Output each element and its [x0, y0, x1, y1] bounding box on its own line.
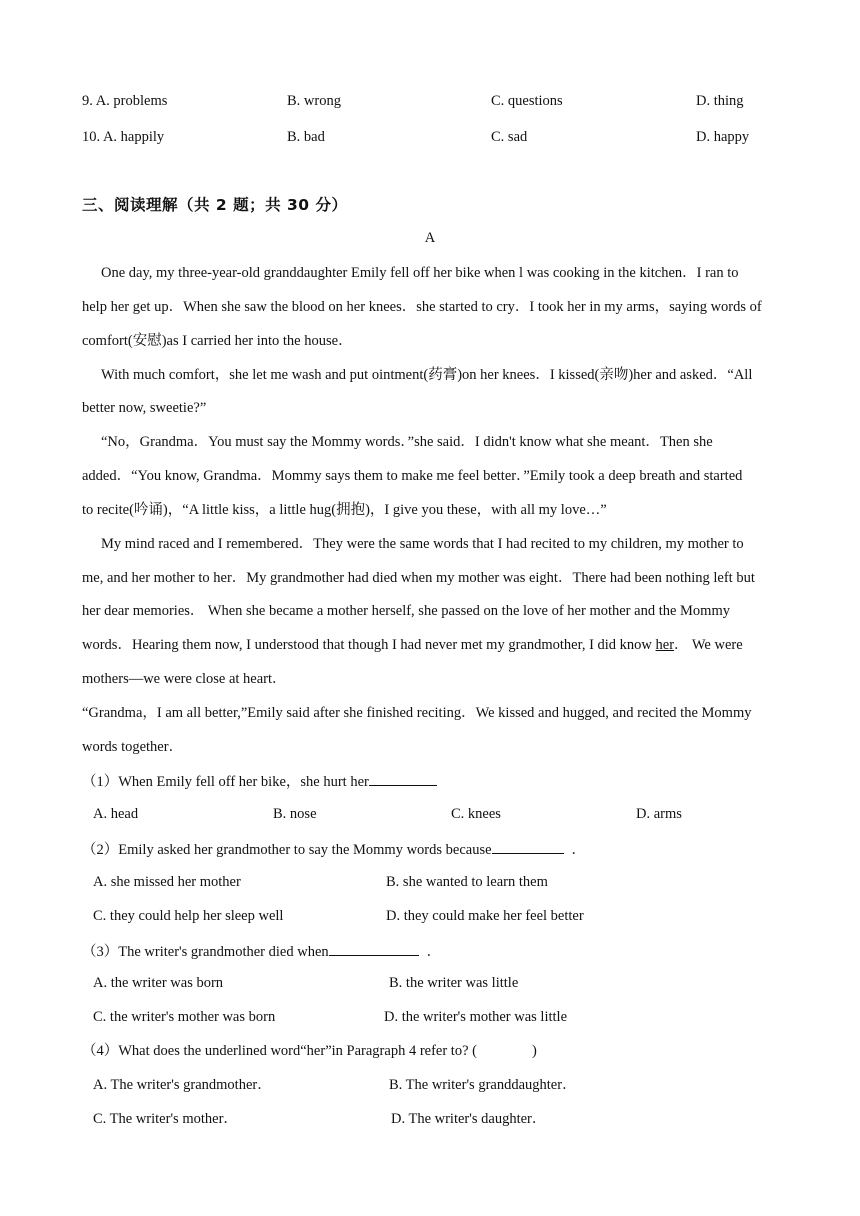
- option-9-b: B. wrong: [287, 93, 341, 109]
- option-10-c: C. sad: [491, 129, 528, 145]
- option-d: D. arms: [636, 806, 682, 822]
- passage-line: mothers—we were close at heart．: [82, 671, 287, 687]
- option-10-a: 10. A. happily: [82, 129, 165, 145]
- answer-blank[interactable]: [369, 770, 437, 786]
- passage-line: My mind raced and I remembered．They were the same words that I had recited to my children, my mother to: [101, 536, 744, 552]
- option-9-a: 9. A. problems: [82, 93, 168, 109]
- option-d: D. the writer's mother was little: [384, 1009, 568, 1025]
- option-b: B. she wanted to learn them: [386, 874, 548, 890]
- passage-line: words．Hearing them now, I understood that though I had never met my grandmother, I did know her． We were: [82, 637, 743, 653]
- option-d: D. The writer's daughter．: [391, 1111, 547, 1127]
- option-9-c: C. questions: [491, 93, 563, 109]
- option-d: D. they could make her feel better: [386, 908, 584, 924]
- option-10-d: D. happy: [696, 129, 750, 145]
- question-stem: （3）The writer's grandmother died when ．: [82, 940, 441, 962]
- option-c: C. the writer's mother was born: [93, 1009, 276, 1025]
- passage-line: me, and her mother to her．My grandmother had died when my mother was eight．There had been nothing left but: [82, 570, 755, 586]
- question-stem: （1）When Emily fell off her bike，she hurt her: [82, 770, 437, 792]
- passage-label: A: [424, 230, 436, 246]
- option-c: C. knees: [451, 806, 501, 822]
- passage-line: One day, my three-year-old granddaughter Emily fell off her bike when l was cooking in the kitchen．I ran to: [101, 265, 739, 281]
- section-heading: 三、阅读理解（共 2 题；共 30 分）: [82, 196, 348, 214]
- option-a: A. head: [93, 806, 139, 822]
- passage-line: added．“You know, Grandma．Mommy says them to make me feel better．”Emily took a deep breath and started: [82, 468, 743, 484]
- question-stem: （2）Emily asked her grandmother to say the Mommy words because ．: [82, 838, 586, 860]
- underlined-word-her: her: [655, 637, 675, 653]
- passage-line: to recite(吟诵)，“A little kiss，a little hug(拥抱)，I give you these，with all my love…”: [82, 502, 607, 518]
- option-b: B. the writer was little: [389, 975, 519, 991]
- option-c: C. they could help her sleep well: [93, 908, 284, 924]
- option-a: A. the writer was born: [93, 975, 224, 991]
- passage-line: her dear memories． When she became a mother herself, she passed on the love of her mother and the Mommy: [82, 603, 730, 619]
- passage-line: words together．: [82, 739, 184, 755]
- passage-line: “No，Grandma．You must say the Mommy words．”she said．I didn't know what she meant．Then she: [101, 434, 713, 450]
- passage-line: help her get up．When she saw the blood on her knees．she started to cry．I took her in my arms，saying words of: [82, 299, 762, 315]
- question-stem: （4）What does the underlined word“her”in Paragraph 4 refer to? ( ): [82, 1043, 537, 1059]
- option-b: B. The writer's granddaughter．: [389, 1077, 577, 1093]
- answer-blank[interactable]: [329, 940, 419, 956]
- option-a: A. The writer's grandmother．: [93, 1077, 272, 1093]
- passage-line: With much comfort，she let me wash and put ointment(药膏)on her knees．I kissed(亲吻)her and asked．“All: [101, 367, 753, 383]
- option-9-d: D. thing: [696, 93, 744, 109]
- answer-blank[interactable]: [492, 838, 564, 854]
- passage-line: comfort(安慰)as I carried her into the house．: [82, 333, 353, 349]
- option-10-b: B. bad: [287, 129, 325, 145]
- option-c: C. The writer's mother．: [93, 1111, 238, 1127]
- option-a: A. she missed her mother: [93, 874, 241, 890]
- passage-line: “Grandma，I am all better,”Emily said after she finished reciting．We kissed and hugged, and recited the Mommy: [82, 705, 752, 721]
- passage-line: better now, sweetie?”: [82, 400, 207, 416]
- option-b: B. nose: [273, 806, 317, 822]
